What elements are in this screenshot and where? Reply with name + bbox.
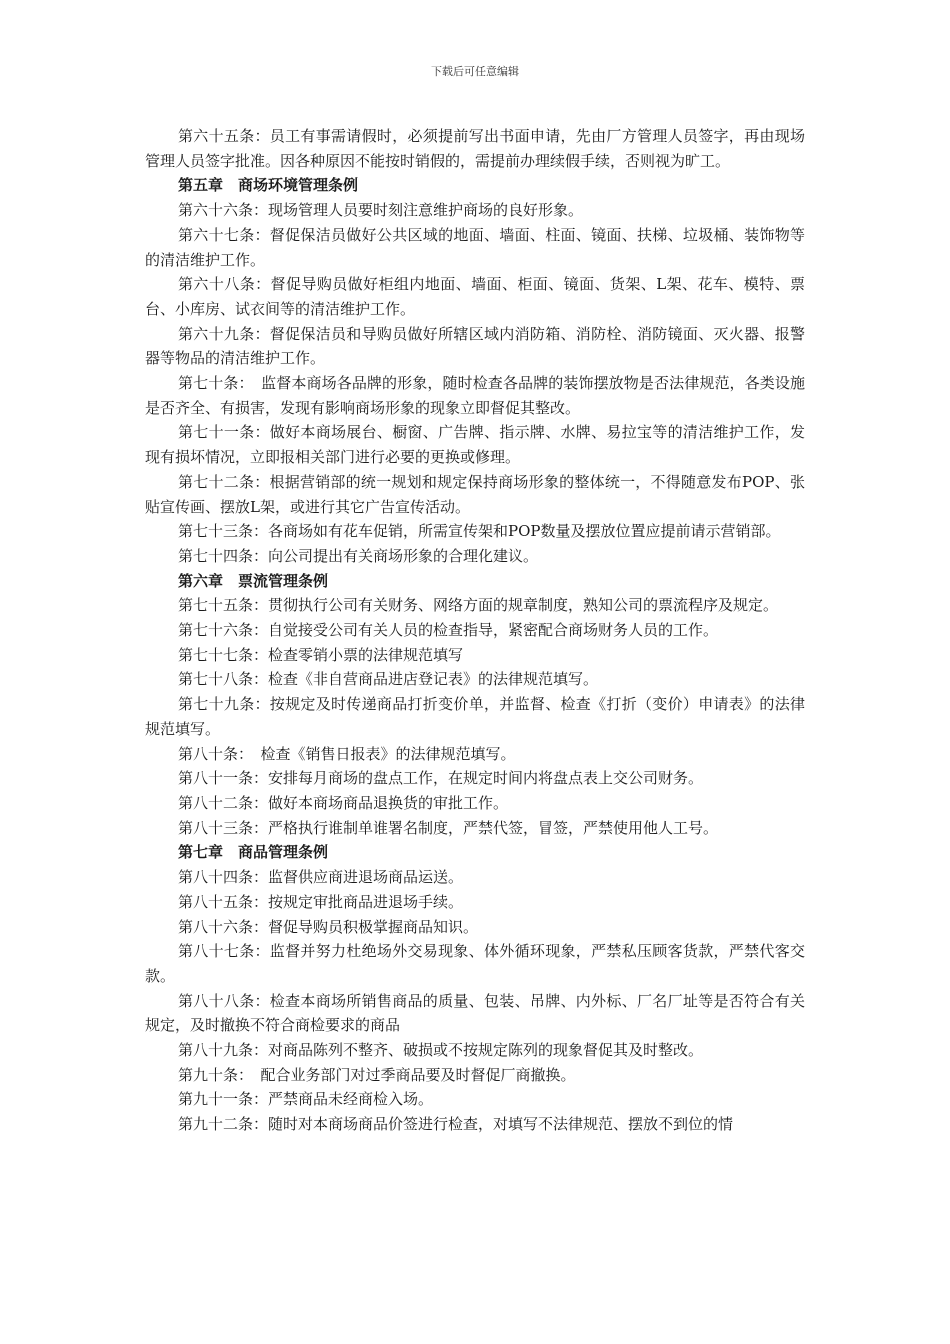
article-74: 第七十四条：向公司提出有关商场形象的合理化建议。 (178, 546, 539, 565)
article-76: 第七十六条：自觉接受公司有关人员的检查指导，紧密配合商场财务人员的工作。 (178, 621, 719, 640)
chapter-5-heading: 第五章 商场环境管理条例 (178, 176, 359, 195)
article-69: 第六十九条：督促保洁员和导购员做好所辖区域内消防箱、消防栓、消防镜面、灭火器、报警器等物品的清洁维护工作。 (145, 324, 805, 368)
page-header: 下载后可任意编辑 (431, 65, 519, 78)
article-70: 第七十条： 监督本商场各品牌的形象，随时检查各品牌的装饰摆放物是否法律规范，各类设施是否齐全、有损害，发现有影响商场形象的现象立即督促其整改。 (145, 374, 805, 417)
article-73: 第七十三条：各商场如有花车促销，所需宣传架和POP数量及摆放位置应提前请示营销部。 (178, 522, 781, 541)
chapter-7-heading: 第七章 商品管理条例 (178, 843, 329, 862)
article-68: 第六十八条：督促导购员做好柜组内地面、墙面、柜面、镜面、货架、L架、花车、模特、票台、小库房、试衣间等的清洁维护工作。 (145, 275, 805, 318)
article-86: 第八十六条：督促导购员积极掌握商品知识。 (178, 917, 479, 936)
article-85: 第八十五条：按规定审批商品进退场手续。 (178, 892, 464, 911)
article-84: 第八十四条：监督供应商进退场商品运送。 (178, 868, 464, 887)
article-83: 第八十三条：严格执行谁制单谁署名制度，严禁代签，冒签，严禁使用他人工号。 (178, 818, 719, 837)
article-88: 第八十八条：检查本商场所销售商品的质量、包装、吊牌、内外标、厂名厂址等是否符合有关规定，及时撤换不符合商检要求的商品 (145, 991, 805, 1035)
article-80: 第八十条： 检查《销售日报表》的法律规范填写。 (178, 744, 516, 763)
article-82: 第八十二条：做好本商场商品退换货的审批工作。 (178, 793, 509, 812)
article-78: 第七十八条：检查《非自营商品进店登记表》的法律规范填写。 (178, 670, 599, 689)
article-79: 第七十九条：按规定及时传递商品打折变价单，并监督、检查《打折（变价）申请表》的法律规范填写。 (145, 695, 805, 738)
article-65: 第六十五条：员工有事需请假时，必须提前写出书面申请，先由厂方管理人员签字，再由现场管理人员签字批准。因各种原因不能按时销假的，需提前办理续假手续，否则视为旷工。 (145, 127, 805, 170)
article-72: 第七十二条：根据营销部的统一规划和规定保持商场形象的整体统一，不得随意发布POP、张贴宣传画、摆放L架，或进行其它广告宣传活动。 (145, 472, 805, 516)
article-81: 第八十一条：安排每月商场的盘点工作，在规定时间内将盘点表上交公司财务。 (178, 769, 704, 788)
article-91: 第九十一条：严禁商品未经商检入场。 (178, 1090, 434, 1109)
chapter-6-heading: 第六章 票流管理条例 (178, 571, 329, 590)
article-92: 第九十二条：随时对本商场商品价签进行检查，对填写不法律规范、摆放不到位的情 (178, 1115, 734, 1134)
article-71: 第七十一条：做好本商场展台、橱窗、广告牌、指示牌、水牌、易拉宝等的清洁维护工作，发现有损坏情况，立即报相关部门进行必要的更换或修理。 (145, 423, 805, 467)
article-87: 第八十七条：监督并努力杜绝场外交易现象、体外循环现象，严禁私压顾客货款，严禁代客交款。 (145, 942, 805, 985)
article-90: 第九十条： 配合业务部门对过季商品要及时督促厂商撤换。 (178, 1065, 576, 1084)
article-75: 第七十五条：贯彻执行公司有关财务、网络方面的规章制度，熟知公司的票流程序及规定。 (178, 596, 779, 615)
article-67: 第六十七条：督促保洁员做好公共区域的地面、墙面、柱面、镜面、扶梯、垃圾桶、装饰物等的清洁维护工作。 (145, 225, 805, 269)
article-77: 第七十七条：检查零销小票的法律规范填写 (178, 645, 464, 664)
document-body (145, 124, 805, 1137)
article-89: 第八十九条：对商品陈列不整齐、破损或不按规定陈列的现象督促其及时整改。 (178, 1041, 704, 1060)
article-66: 第六十六条：现场管理人员要时刻注意维护商场的良好形象。 (178, 201, 584, 220)
